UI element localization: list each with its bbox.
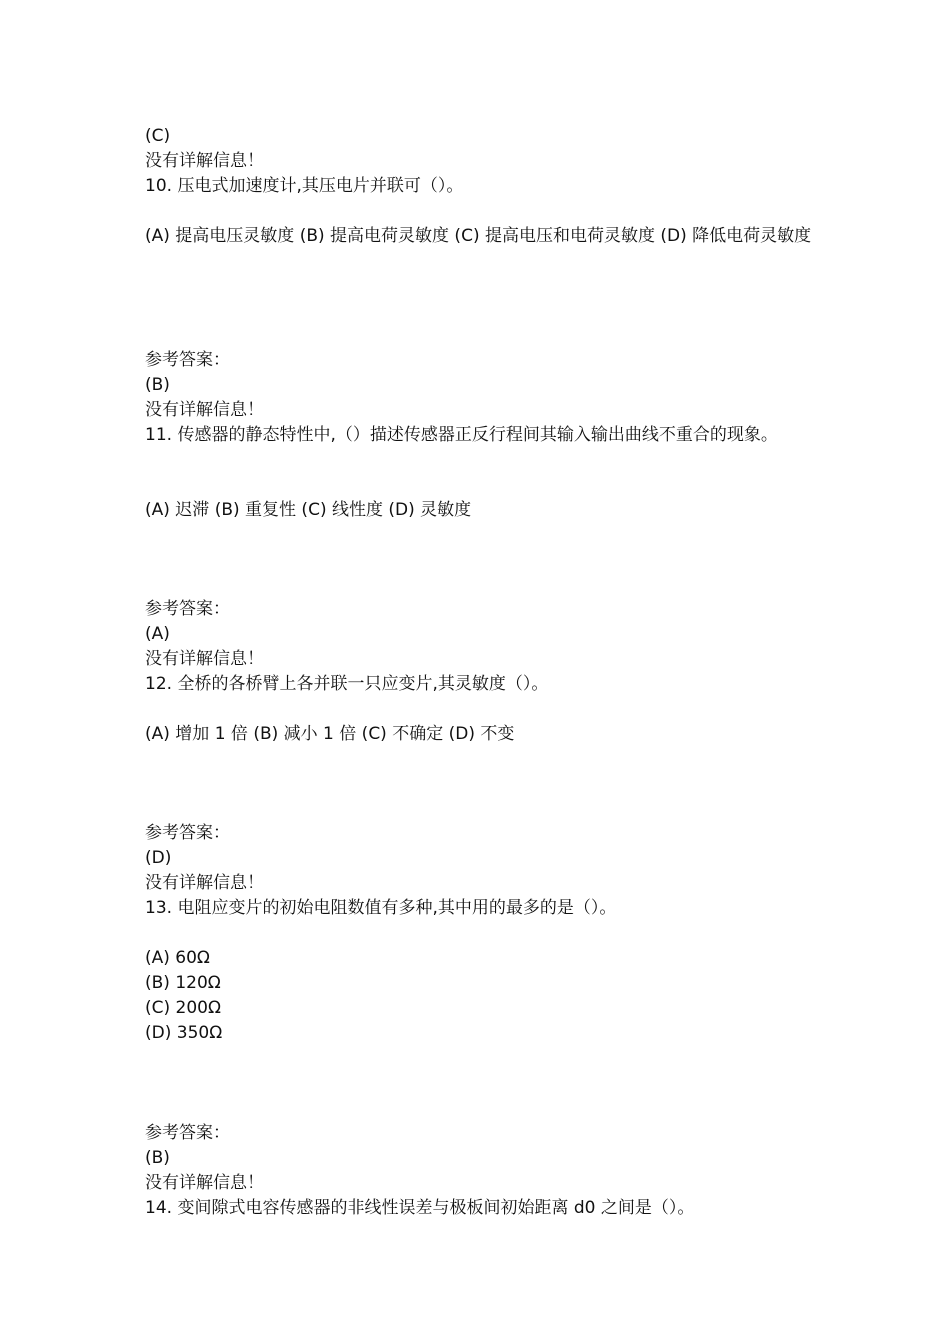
answer-letter: (B) (145, 1148, 170, 1168)
answer-label: 参考答案： (145, 1123, 230, 1143)
answer-letter: (A) (145, 624, 170, 644)
question-12: 12. 全桥的各桥臂上各并联一只应变片,其灵敏度（）。 (145, 674, 549, 694)
question-11: 11. 传感器的静态特性中,（）描述传感器正反行程间其输入输出曲线不重合的现象。 (145, 425, 778, 445)
answer-label: 参考答案： (145, 350, 230, 370)
question-12-options: (A) 增加 1 倍 (B) 减小 1 倍 (C) 不确定 (D) 不变 (145, 724, 515, 744)
question-13-option-c: (C) 200Ω (145, 998, 221, 1018)
question-13-option-a: (A) 60Ω (145, 948, 210, 968)
answer-label: 参考答案： (145, 599, 230, 619)
question-11-options: (A) 迟滞 (B) 重复性 (C) 线性度 (D) 灵敏度 (145, 500, 472, 520)
no-detail-note: 没有详解信息！ (145, 400, 264, 420)
question-13: 13. 电阻应变片的初始电阻数值有多种,其中用的最多的是（）。 (145, 898, 617, 918)
no-detail-note: 没有详解信息！ (145, 873, 264, 893)
answer-label: 参考答案： (145, 823, 230, 843)
question-13-option-d: (D) 350Ω (145, 1023, 223, 1043)
answer-letter: (B) (145, 375, 170, 395)
question-14: 14. 变间隙式电容传感器的非线性误差与极板间初始距离 d0 之间是（）。 (145, 1198, 695, 1218)
question-10-options: (A) 提高电压灵敏度 (B) 提高电荷灵敏度 (C) 提高电压和电荷灵敏度 (D) 降低电荷灵敏度 (145, 226, 812, 246)
no-detail-note: 没有详解信息！ (145, 649, 264, 669)
question-10: 10. 压电式加速度计,其压电片并联可（）。 (145, 176, 464, 196)
question-13-option-b: (B) 120Ω (145, 973, 221, 993)
answer-letter: (D) (145, 848, 172, 868)
answer-letter: (C) (145, 126, 171, 146)
no-detail-note: 没有详解信息！ (145, 1173, 264, 1193)
no-detail-note: 没有详解信息！ (145, 151, 264, 171)
